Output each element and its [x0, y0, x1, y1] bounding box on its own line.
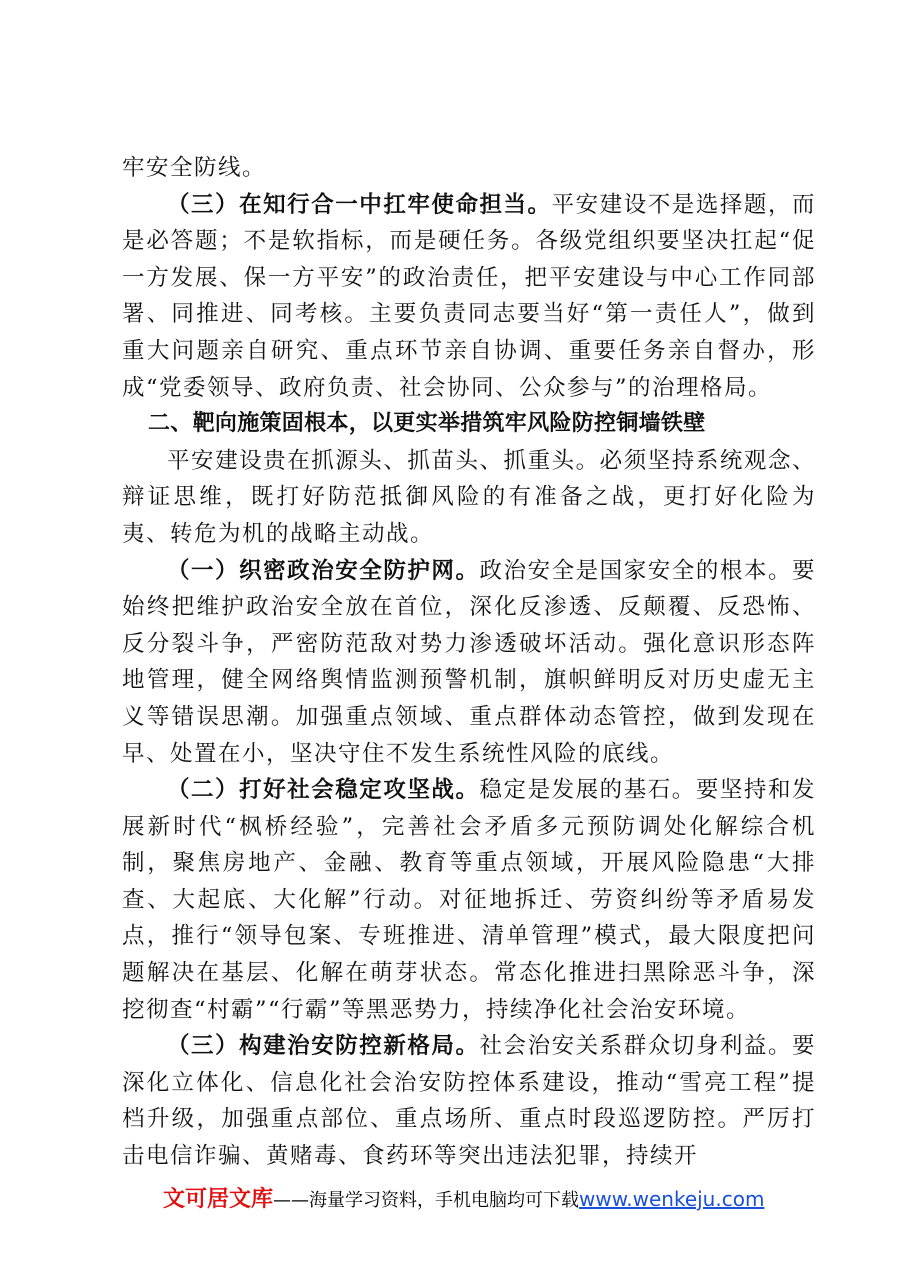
paragraph-subsection-2: [122, 772, 816, 1028]
paragraph-text: 平安建设贵在抓源头、抓苗头、抓重头。必须坚持系统观念、辩证思维，既打好防范抵御风险的有准备之战，更打好化险为夷、转危为机的战略主动战。: [122, 447, 816, 547]
paragraph-subsection-3: [122, 187, 816, 407]
paragraph-intro: [122, 443, 816, 553]
footer-banner: [163, 1182, 764, 1213]
paragraph-text: 平安建设不是选择题，而是必答题；不是软指标，而是硬任务。各级党组织要坚决扛起“促一方发展、保一方平安”的政治责任，把平安建设与中心工作同部署、同推进、同考核。主要负责同志要当好“第一责任人”，做到重大问题亲自研究、重点环节亲自协调、重要任务亲自督办，形成“党委领导、政府负责、社会协同、公众参与”的治理格局。: [122, 191, 816, 401]
section-heading: 二、靶向施策固根本，以更实举措筑牢风险防控铜墙铁壁: [148, 411, 706, 437]
website-link[interactable]: www.wenkeju.com: [579, 1187, 765, 1211]
brand-name: 文可居文库: [163, 1187, 274, 1212]
paragraph-text: 政治安全是国家安全的根本。要始终把维护政治安全放在首位，深化反渗透、反颠覆、反恐怖、反分裂斗争，严密防范敌对势力渗透破坏活动。强化意识形态阵地管理，健全网络舆情监测预警机制，旗帜鲜明反对历史虚无主义等错误思潮。加强重点领域、重点群体动态管控，做到发现在早、处置在小，坚决守住不发生系统性风险的底线。: [122, 557, 816, 767]
paragraph-text: 社会治安关系群众切身利益。要深化立体化、信息化社会治安防控体系建设，推动“雪亮工程”提档升级，加强重点部位、重点场所、重点时段巡逻防控。严厉打击电信诈骗、黄赌毒、食药环等突出违法犯罪，持续开: [122, 1033, 816, 1170]
paragraph-subsection-3b: [122, 1028, 816, 1174]
document-body: [122, 150, 816, 1175]
footer-tagline: ——海量学习资料，手机电脑均可下载: [273, 1190, 580, 1211]
subsection-heading: （一）织密政治安全防护网。: [167, 557, 480, 584]
paragraph-continuation: [122, 150, 816, 187]
subsection-heading: （三）在知行合一中扛牢使命担当。: [167, 191, 552, 218]
paragraph-text: 稳定是发展的基石。要坚持和发展新时代“枫桥经验”，完善社会矛盾多元预防调处化解综合机制，聚焦房地产、金融、教育等重点领域，开展风险隐患“大排查、大起底、大化解”行动。对征地拆迁、劳资纠纷等矛盾易发点，推行“领导包案、专班推进、清单管理”模式，最大限度把问题解决在基层、化解在萌芽状态。常态化推进扫黑除恶斗争，深挖彻查“村霸”“行霸”等黑恶势力，持续净化社会治安环境。: [122, 777, 816, 1023]
subsection-heading: （二）打好社会稳定攻坚战。: [167, 777, 480, 804]
paragraph-subsection-1: [122, 553, 816, 773]
paragraph-text: 牢安全防线。: [122, 155, 267, 181]
subsection-heading: （三）构建治安防控新格局。: [167, 1033, 480, 1060]
